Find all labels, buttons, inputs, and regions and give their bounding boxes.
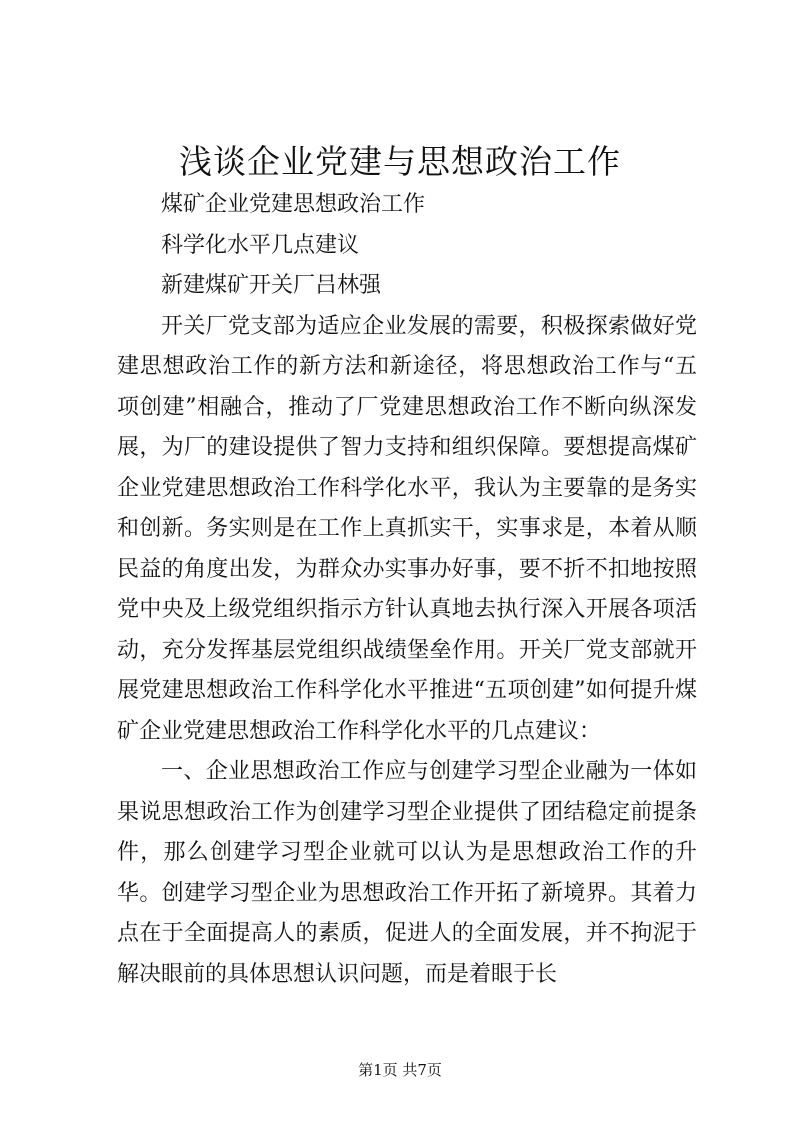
subtitle-line-2: 科学化水平几点建议: [161, 232, 360, 258]
author-line: 新建煤矿开关厂吕林强: [161, 273, 382, 298]
document-title: 浅谈企业党建与思想政治工作: [179, 142, 621, 181]
paragraph-1: 开关厂党支部为适应企业发展的需要，积极探索做好党建思想政治工作的新方法和新途径，将思想政治工作与“五项创建”相融合，推动了厂党建思想政治工作不断向纵深发展，为厂的建设提供了智力支持和组织保障。要想提高煤矿企业党建思想政治工作科学化水平，我认为主要靠的是务实和创新。务实则是在工作上真抓实干，实事求是，本着从顺民益的角度出发，为群众办实事办好事，要不折不扣地按照党中央及上级党组织指示方针认真地去执行深入开展各项活动，充分发挥基层党组织战绩堡垒作用。开关厂党支部就开展党建思想政治工作科学化水平推进“五项创建”如何提升煤矿企业党建思想政治工作科学化水平的几点建议：: [117, 313, 697, 744]
document-body: [117, 185, 697, 995]
subtitle-line-1: 煤矿企业党建思想政治工作: [161, 192, 426, 217]
paragraph-2: 一、企业思想政治工作应与创建学习型企业融为一体如果说思想政治工作为创建学习型企业提供了团结稳定前提条件，那么创建学习型企业就可以认为是思想政治工作的升华。创建学习型企业为思想政治工作开拓了新境界。其着力点在于全面提高人的素质，促进人的全面发展，并不拘泥于解决眼前的具体思想认识问题，而是着眼于长: [117, 759, 697, 987]
page-footer: 第1页 共7页: [358, 1061, 442, 1079]
